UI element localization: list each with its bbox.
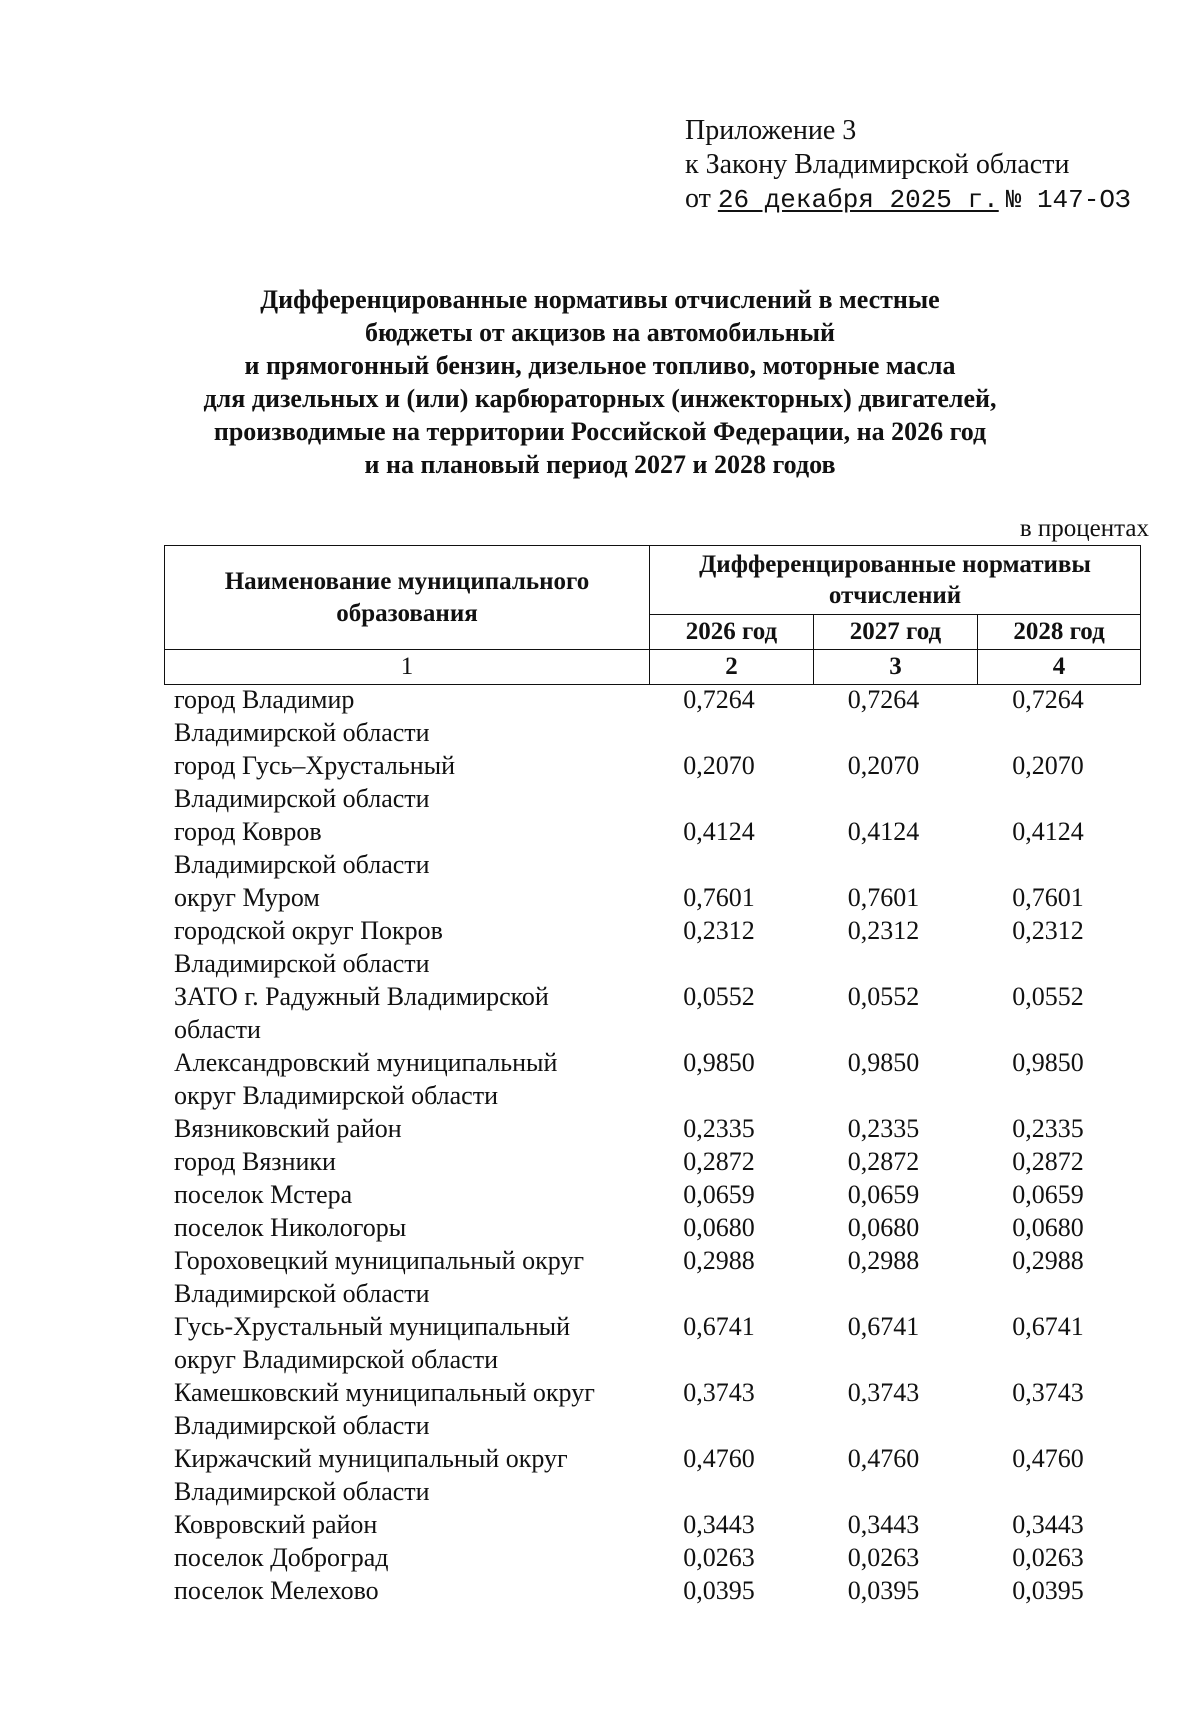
table-row (164, 1541, 1140, 1574)
value-2026: 0,2070 (683, 751, 755, 780)
value-2027: 0,2988 (847, 1246, 920, 1275)
value-2028: 0,7601 (1012, 883, 1084, 912)
municipality-name-line: Владимирской области (174, 949, 430, 978)
municipality-name (164, 1574, 637, 1607)
header-col-number-1: 1 (165, 650, 650, 685)
municipality-name (164, 914, 637, 980)
municipality-name-line: город Ковров (174, 817, 322, 846)
value-2026: 0,9850 (683, 1048, 755, 1077)
title-line: и на плановый период 2027 и 2028 годов (364, 450, 836, 479)
municipality-name-line: Гороховецкий муниципальный округ (174, 1246, 585, 1275)
value-2026: 0,7601 (683, 883, 755, 912)
table-row (164, 1508, 1140, 1541)
municipality-name-line: Владимирской области (174, 784, 430, 813)
municipality-name (164, 1442, 637, 1508)
municipality-name (164, 1145, 637, 1178)
value-2027: 0,9850 (847, 1048, 920, 1077)
value-2027: 0,6741 (847, 1312, 920, 1341)
value-2028: 0,9850 (1012, 1048, 1084, 1077)
municipality-name (164, 815, 637, 881)
municipality-name-line: поселок Мелехово (174, 1576, 379, 1605)
header-col-number-3: 3 (814, 650, 978, 685)
municipality-name-line: ЗАТО г. Радужный Владимирской (174, 982, 549, 1011)
municipality-name-line: Камешковский муниципальный округ (174, 1378, 595, 1407)
municipality-name-line: Вязниковский район (174, 1114, 402, 1143)
municipality-name-line: город Владимир (174, 685, 355, 714)
value-2027: 0,4124 (847, 817, 920, 846)
appendix-law-ref: к Закону Владимирской области (685, 149, 1070, 180)
value-2027: 0,7601 (847, 883, 920, 912)
municipality-name-line: округ Владимирской области (174, 1081, 498, 1110)
municipality-name (164, 1541, 637, 1574)
municipality-name-line: поселок Никологоры (174, 1213, 407, 1242)
municipality-name (164, 1244, 637, 1310)
value-2027: 0,2335 (847, 1114, 920, 1143)
municipality-name (164, 1112, 637, 1145)
value-2027: 0,0659 (847, 1180, 920, 1209)
appendix-from-label: от (685, 183, 711, 214)
value-2027: 0,0263 (847, 1543, 920, 1572)
municipality-name-line: округ Муром (174, 883, 320, 912)
value-2026: 0,4124 (683, 817, 755, 846)
value-2028: 0,4760 (1012, 1444, 1084, 1473)
header-year-2027: 2027 год (814, 615, 978, 650)
value-2028: 0,7264 (1012, 685, 1084, 714)
table-row (164, 1046, 1140, 1112)
municipality-name (164, 683, 637, 749)
value-2026: 0,0659 (683, 1180, 755, 1209)
header-rates-group: Дифференцированные нормативы отчислений (650, 546, 1141, 615)
value-2026: 0,0263 (683, 1543, 755, 1572)
value-2027: 0,2312 (847, 916, 920, 945)
table-row (164, 1211, 1140, 1244)
table-row (164, 1376, 1140, 1442)
municipality-name (164, 1178, 637, 1211)
value-2026: 0,7264 (683, 685, 755, 714)
municipality-name-line: город Вязники (174, 1147, 336, 1176)
value-2027: 0,2872 (847, 1147, 920, 1176)
value-2028: 0,6741 (1012, 1312, 1084, 1341)
value-2028: 0,0552 (1012, 982, 1084, 1011)
value-2028: 0,0263 (1012, 1543, 1084, 1572)
value-2026: 0,4760 (683, 1444, 755, 1473)
table-row (164, 683, 1140, 749)
municipality-name-line: области (174, 1015, 261, 1044)
municipality-name-line: Владимирской области (174, 850, 430, 879)
header-year-2026: 2026 год (650, 615, 814, 650)
value-2028: 0,2312 (1012, 916, 1084, 945)
value-2026: 0,2312 (683, 916, 755, 945)
appendix-date-line (685, 182, 1131, 217)
appendix-date: 26 декабря 2025 г. (717, 185, 999, 215)
municipality-name (164, 980, 637, 1046)
value-2026: 0,0680 (683, 1213, 755, 1242)
table-row (164, 914, 1140, 980)
municipality-name-line: город Гусь–Хрустальный (174, 751, 455, 780)
value-2027: 0,0395 (847, 1576, 920, 1605)
municipality-name (164, 1310, 637, 1376)
value-2026: 0,0552 (683, 982, 755, 1011)
value-2026: 0,3743 (683, 1378, 755, 1407)
value-2027: 0,4760 (847, 1444, 920, 1473)
value-2026: 0,2988 (683, 1246, 755, 1275)
title-line: и прямогонный бензин, дизельное топливо, моторные масла (244, 351, 956, 380)
table-row (164, 1145, 1140, 1178)
municipality-name-line: Владимирской области (174, 718, 430, 747)
title-line: Дифференцированные нормативы отчислений в местные (260, 285, 940, 314)
value-2027: 0,3743 (847, 1378, 920, 1407)
municipality-name (164, 881, 637, 914)
header-municipality-name: Наименование муниципального образования (165, 546, 650, 650)
value-2026: 0,2335 (683, 1114, 755, 1143)
municipality-name (164, 1211, 637, 1244)
municipality-name-line: городской округ Покров (174, 916, 443, 945)
municipality-name (164, 1376, 637, 1442)
municipality-name-line: Владимирской области (174, 1411, 430, 1440)
appendix-header (685, 114, 1131, 217)
table-row (164, 815, 1140, 881)
table-row (164, 1442, 1140, 1508)
appendix-law-number: № 147-ОЗ (1005, 185, 1131, 215)
value-2027: 0,3443 (847, 1510, 920, 1539)
table-row (164, 1574, 1140, 1607)
value-2028: 0,3443 (1012, 1510, 1084, 1539)
municipality-name-line: Гусь-Хрустальный муниципальный (174, 1312, 571, 1341)
value-2026: 0,6741 (683, 1312, 755, 1341)
table-row (164, 1112, 1140, 1145)
value-2028: 0,0680 (1012, 1213, 1084, 1242)
value-2028: 0,3743 (1012, 1378, 1084, 1407)
value-2027: 0,2070 (847, 751, 920, 780)
header-year-2028: 2028 год (978, 615, 1141, 650)
municipality-name-line: Владимирской области (174, 1279, 430, 1308)
table-row (164, 881, 1140, 914)
header-col-number-2: 2 (650, 650, 814, 685)
municipality-name-line: Ковровский район (174, 1510, 378, 1539)
units-label: в процентах (1019, 515, 1149, 542)
table-row (164, 1310, 1140, 1376)
value-2028: 0,0659 (1012, 1180, 1084, 1209)
value-2028: 0,2070 (1012, 751, 1084, 780)
table-row (164, 1244, 1140, 1310)
municipality-name-line: Киржачский муниципальный округ (174, 1444, 568, 1473)
municipality-name (164, 1046, 637, 1112)
table-row (164, 749, 1140, 815)
value-2028: 0,2872 (1012, 1147, 1084, 1176)
value-2026: 0,2872 (683, 1147, 755, 1176)
municipality-name-line: Александровский муниципальный (174, 1048, 558, 1077)
municipality-name-line: поселок Доброград (174, 1543, 389, 1572)
table-row (164, 980, 1140, 1046)
title-line: производимые на территории Российской Федерации, на 2026 год (213, 417, 987, 446)
value-2028: 0,2335 (1012, 1114, 1084, 1143)
table-header (164, 545, 1141, 685)
value-2027: 0,7264 (847, 685, 920, 714)
title-line: бюджеты от акцизов на автомобильный (365, 318, 835, 347)
value-2026: 0,3443 (683, 1510, 755, 1539)
value-2028: 0,0395 (1012, 1576, 1084, 1605)
value-2028: 0,4124 (1012, 817, 1084, 846)
value-2027: 0,0680 (847, 1213, 920, 1242)
value-2026: 0,0395 (683, 1576, 755, 1605)
table-body (164, 683, 1140, 1607)
municipality-name (164, 1508, 637, 1541)
value-2027: 0,0552 (847, 982, 920, 1011)
municipality-name-line: Владимирской области (174, 1477, 430, 1506)
municipality-name-line: поселок Мстера (174, 1180, 353, 1209)
municipality-name-line: округ Владимирской области (174, 1345, 498, 1374)
appendix-number: Приложение 3 (685, 115, 857, 146)
table-row (164, 1178, 1140, 1211)
header-col-number-4: 4 (978, 650, 1141, 685)
municipality-name (164, 749, 637, 815)
document-title (160, 283, 1040, 481)
title-line: для дизельных и (или) карбюраторных (инжекторных) двигателей, (203, 384, 997, 413)
value-2028: 0,2988 (1012, 1246, 1084, 1275)
